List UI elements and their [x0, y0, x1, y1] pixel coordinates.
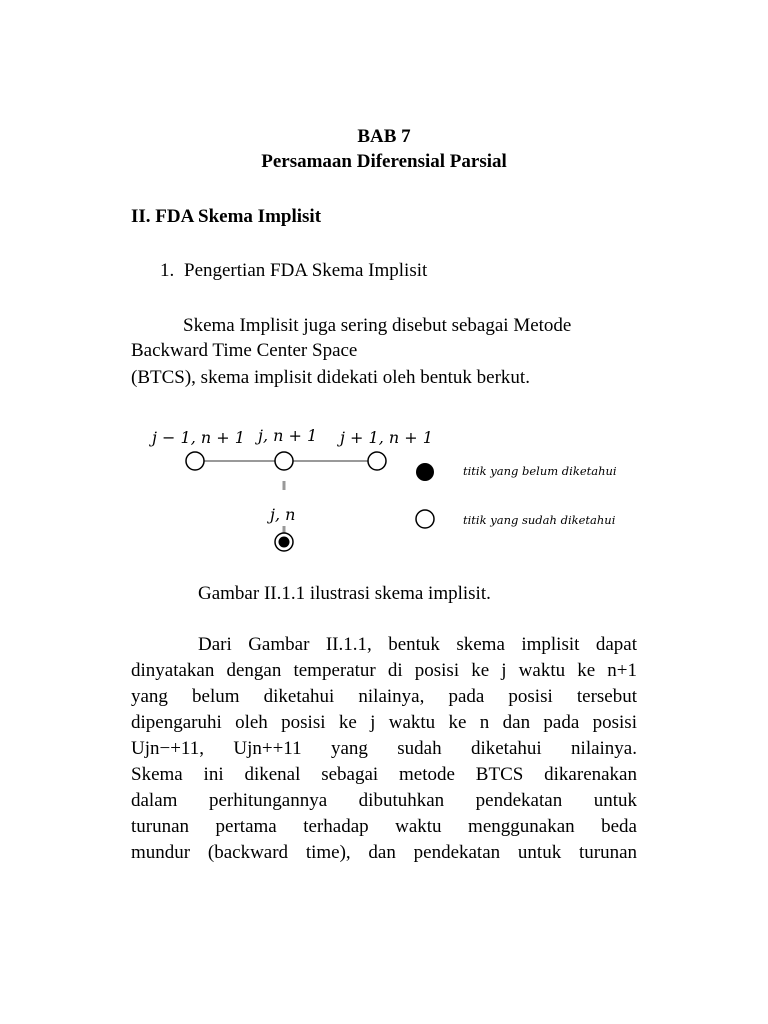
section-title: II. FDA Skema Implisit	[131, 206, 322, 227]
subsection-heading	[160, 260, 427, 282]
subsection-title: Pengertian FDA Skema Implisit	[184, 260, 428, 281]
body-paragraph	[131, 632, 637, 866]
intro-line-3: (BTCS), skema implisit didekati oleh bentuk berkut.	[131, 367, 530, 388]
label-left-top: j − 1, n + 1	[152, 428, 245, 447]
label-right-top: j + 1, n + 1	[340, 428, 433, 447]
body-line-4: dipengaruhi oleh posisi ke j waktu ke n dan pada posisi	[131, 712, 637, 733]
chapter-number: BAB 7	[357, 126, 411, 147]
node-left-top	[186, 452, 204, 470]
subsection-number: 1.	[160, 260, 175, 281]
body-line-5: Ujn−+11, Ujn++11 yang sudah diketahui nilainya.	[131, 738, 637, 759]
implicit-scheme-diagram	[0, 418, 768, 558]
legend-known-label: titik yang sudah diketahui	[463, 513, 616, 527]
node-right-top	[368, 452, 386, 470]
node-bottom	[275, 533, 293, 551]
chapter-title: Persamaan Diferensial Parsial	[261, 151, 507, 172]
legend-unknown-marker	[416, 463, 434, 481]
body-line-3: yang belum diketahui nilainya, pada posisi tersebut	[131, 686, 637, 707]
legend-known-marker	[416, 510, 434, 528]
body-line-1: Dari Gambar II.1.1, bentuk skema implisit dapat	[198, 634, 637, 655]
body-line-7: dalam perhitungannya dibutuhkan pendekatan untuk	[131, 790, 637, 811]
body-line-9: mundur (backward time), dan pendekatan untuk turunan	[131, 842, 637, 863]
body-line-8: turunan pertama terhadap waktu menggunakan beda	[131, 816, 637, 837]
body-line-2: dinyatakan dengan temperatur di posisi ke j waktu ke n+1	[131, 660, 637, 681]
label-center-top: j, n + 1	[258, 426, 318, 445]
intro-line-1: Skema Implisit juga sering disebut sebagai Metode	[183, 315, 572, 336]
legend-unknown-label: titik yang belum diketahui	[463, 464, 617, 478]
label-bottom: j, n	[270, 505, 296, 524]
body-line-6: Skema ini dikenal sebagai metode BTCS dikarenakan	[131, 764, 637, 785]
figure-caption: Gambar II.1.1 ilustrasi skema implisit.	[198, 583, 491, 604]
intro-line-2: Backward Time Center Space	[131, 340, 358, 361]
node-center-top	[275, 452, 293, 470]
